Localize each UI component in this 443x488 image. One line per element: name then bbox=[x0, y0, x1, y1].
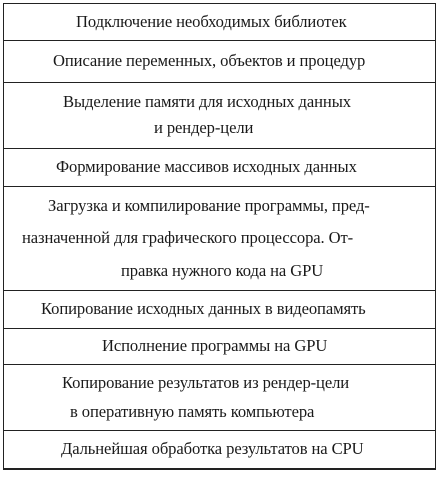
step-6-line-1: Копирование исходных данных в видеопамять bbox=[41, 299, 366, 319]
step-3-line-1: Выделение памяти для исходных данных bbox=[63, 92, 351, 112]
step-2-line-1: Описание переменных, объектов и процедур bbox=[53, 51, 366, 71]
step-7-line-1: Исполнение программы на GPU bbox=[102, 336, 328, 356]
step-row-9 bbox=[4, 430, 435, 468]
step-row-6 bbox=[4, 290, 435, 328]
step-row-7 bbox=[4, 328, 435, 364]
step-9-line-1: Дальнейшая обработка результатов на CPU bbox=[61, 439, 364, 459]
step-5-line-2: назначенной для графического процессора. От- bbox=[22, 228, 354, 248]
step-row-1 bbox=[4, 4, 435, 40]
step-1-line-1: Подключение необходимых библиотек bbox=[76, 11, 347, 31]
step-row-3 bbox=[4, 82, 435, 148]
step-8-line-2: в оперативную память компьютера bbox=[70, 401, 315, 421]
step-8-line-1: Копирование результатов из рендер-цели bbox=[62, 372, 350, 392]
step-row-8 bbox=[4, 364, 435, 430]
step-3-line-2: и рендер-цели bbox=[154, 118, 254, 137]
step-4-line-1: Формирование массивов исходных данных bbox=[56, 157, 357, 177]
step-5-line-1: Загрузка и компилирование программы, пред- bbox=[48, 195, 370, 215]
step-row-5 bbox=[4, 186, 435, 290]
step-row-4 bbox=[4, 148, 435, 186]
step-5-line-3: правка нужного кода на GPU bbox=[121, 260, 324, 280]
step-row-2 bbox=[4, 40, 435, 82]
steps-table bbox=[3, 3, 436, 470]
